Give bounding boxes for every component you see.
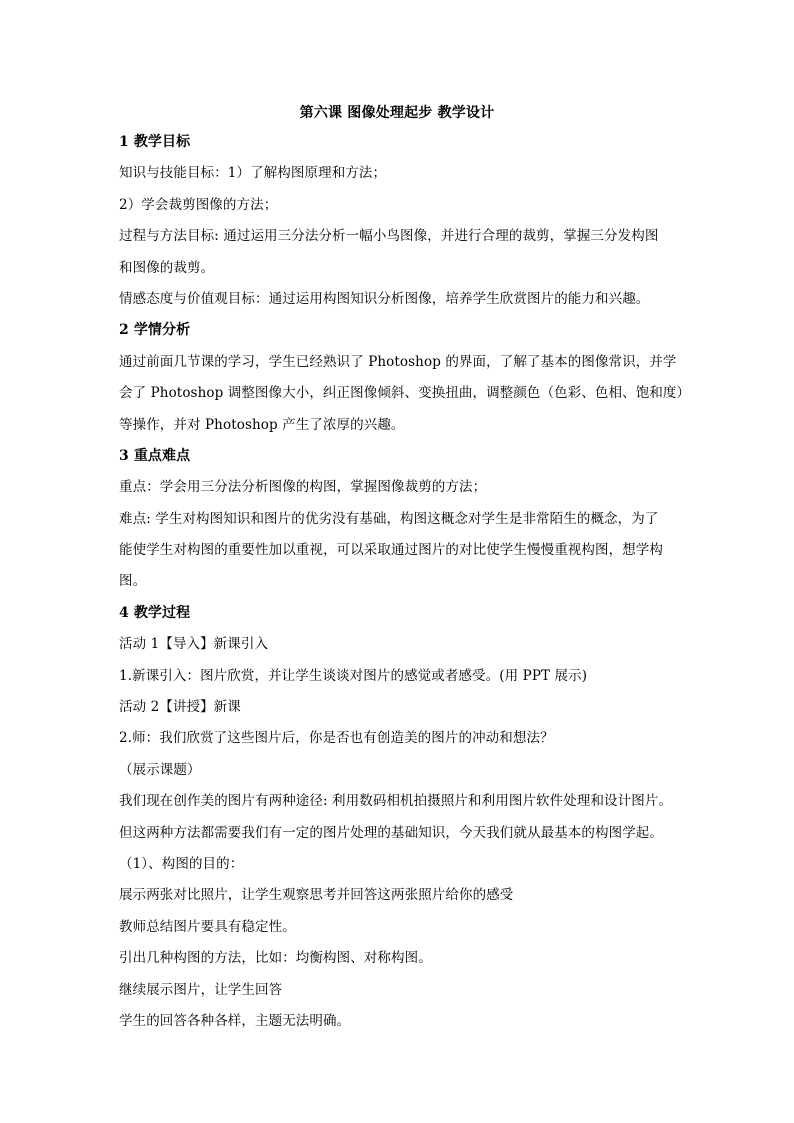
body-line: 继续展示图片，让学生回答: [119, 981, 283, 998]
body-line: 展示两张对比照片，让学生观察思考并回答这两张照片给你的感受: [119, 887, 514, 904]
body-line: 能使学生对构图的重要性加以重视，可以采取通过图片的对比使学生慢慢重视构图，想学构: [119, 542, 663, 559]
body-line: 情感态度与价值观目标：通过运用构图知识分析图像，培养学生欣赏图片的能力和兴趣。: [119, 290, 650, 307]
body-line: 和图像的裁剪。: [119, 259, 215, 276]
body-line: 过程与方法目标: 通过运用三分法分析一幅小鸟图像，并进行合理的裁剪，掌握三分发构图: [119, 228, 659, 245]
body-line: 图。: [119, 573, 147, 590]
body-line: 2.师：我们欣赏了这些图片后，你是否也有创造美的图片的冲动和想法？: [119, 730, 554, 747]
body-line: 等操作，并对 Photoshop 产生了浓厚的兴趣。: [119, 416, 405, 433]
body-line: （1）、构图的目的：: [119, 855, 244, 872]
body-line: 难点: 学生对构图知识和图片的优劣没有基础，构图这概念对学生是非常陌生的概念，为了: [119, 510, 659, 527]
body-line: 1.新课引入：图片欣赏，并让学生谈谈对图片的感觉或者感受。(用 PPT 展示): [119, 667, 588, 684]
body-line: 活动 2【讲授】新课: [119, 699, 241, 716]
body-line: 会了 Photoshop 调整图像大小，纠正图像倾斜、变换扭曲，调整颜色（色彩、色相、饱和度）: [119, 385, 691, 402]
body-line: （展示课题）: [119, 761, 201, 778]
document-title: 第六课 图像处理起步 教学设计: [299, 105, 495, 121]
document-body: [119, 132, 691, 1042]
body-line: 教师总结图片要具有稳定性。: [119, 918, 296, 935]
body-line: 学生的回答各种各样，主题无法明确。: [119, 1012, 351, 1029]
body-line: 知识与技能目标：1）了解构图原理和方法；: [119, 165, 387, 182]
body-line: 引出几种构图的方法，比如：均衡构图、对称构图。: [119, 950, 432, 967]
body-line: 活动 1【导入】新课引入: [119, 636, 269, 653]
section-heading: 4 教学过程: [119, 604, 191, 621]
body-line: 重点：学会用三分法分析图像的构图，掌握图像裁剪的方法；: [119, 479, 487, 496]
section-heading: 1 教学目标: [119, 134, 191, 150]
section-heading: 2 学情分析: [119, 322, 191, 339]
body-line: 2）学会裁剪图像的方法；: [119, 196, 278, 213]
body-line: 我们现在创作美的图片有两种途径: 利用数码相机拍摄照片和利用图片软件处理和设计图片。: [119, 793, 673, 810]
body-line: 通过前面几节课的学习，学生已经熟识了 Photoshop 的界面，了解了基本的图像常识，并学: [119, 353, 677, 370]
body-line: 但这两种方法都需要我们有一定的图片处理的基础知识，今天我们就从最基本的构图学起。: [119, 824, 663, 841]
section-heading: 3 重点难点: [119, 447, 191, 464]
